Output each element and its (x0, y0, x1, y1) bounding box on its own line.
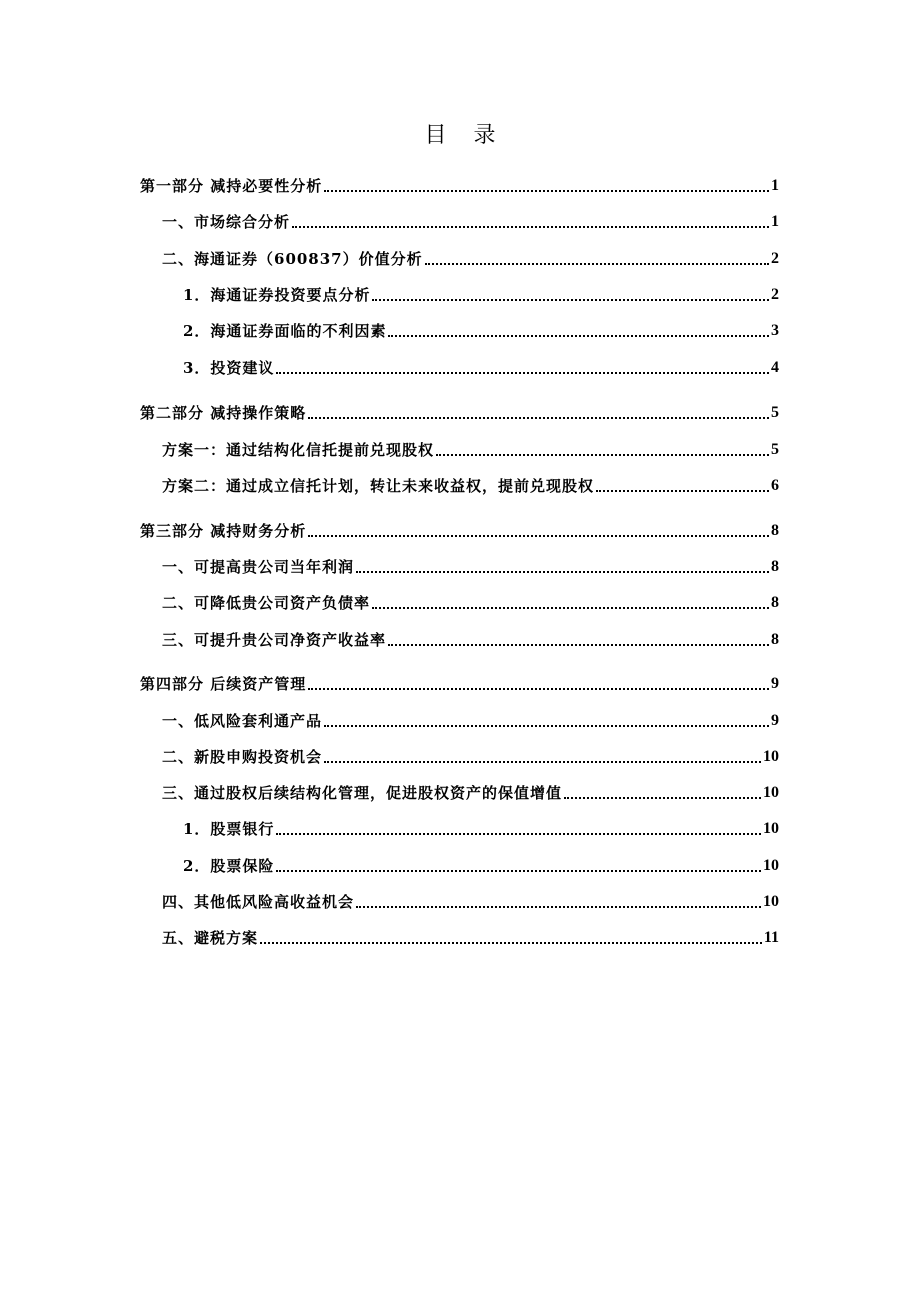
toc-entry[interactable] (162, 782, 779, 804)
dot-leader (372, 607, 769, 609)
dot-leader (356, 906, 761, 908)
toc-page-number: 10 (763, 748, 779, 765)
toc-entry-part-2[interactable] (140, 402, 779, 424)
dot-leader (356, 571, 769, 573)
toc-entry-label: 五、避税方案 (162, 929, 259, 947)
dot-leader (260, 942, 762, 944)
toc-entry[interactable] (183, 357, 779, 379)
toc-entry-label: 第四部分 后续资产管理 (140, 675, 307, 693)
toc-entry[interactable] (162, 556, 779, 578)
toc-page-number: 10 (763, 784, 779, 801)
toc-page-number: 8 (771, 522, 779, 539)
toc-page-number: 3 (771, 322, 779, 339)
toc-page-number: 2 (771, 250, 779, 267)
toc-entry-label: 方案二：通过成立信托计划，转让未来收益权，提前兑现股权 (162, 477, 595, 495)
toc-entry[interactable] (162, 248, 779, 270)
toc-entry-label: 二、新股申购投资机会 (162, 748, 323, 766)
dot-leader (425, 263, 769, 265)
toc-page-number: 10 (763, 857, 779, 874)
toc-entry-part-1[interactable] (140, 175, 779, 197)
toc-entry-label: 一、低风险套利通产品 (162, 712, 323, 730)
page-title: 目 录 (424, 123, 506, 148)
toc-page-number: 6 (771, 477, 779, 494)
toc-entry[interactable] (162, 439, 779, 461)
toc-entry-label: 二、可降低贵公司资产负债率 (162, 594, 371, 612)
toc-entry-label: 1．海通证券投资要点分析 (183, 286, 371, 304)
dot-leader (324, 761, 761, 763)
toc-page-number: 1 (771, 177, 779, 194)
dot-leader (388, 335, 769, 337)
dot-leader (372, 299, 769, 301)
toc-entry-label: 1．股票银行 (183, 820, 275, 838)
dot-leader (388, 644, 769, 646)
toc-entry[interactable] (162, 927, 779, 949)
toc-entry-label: 三、可提升贵公司净资产收益率 (162, 631, 387, 649)
dot-leader (596, 490, 769, 492)
toc-entry-label: 一、市场综合分析 (162, 213, 291, 231)
toc-page-number: 1 (771, 213, 779, 230)
toc-entry-label: 方案一：通过结构化信托提前兑现股权 (162, 441, 435, 459)
toc-page-number: 9 (771, 675, 779, 692)
toc-page-number: 11 (763, 929, 779, 946)
toc-entry-label: 第三部分 减持财务分析 (140, 522, 307, 540)
dot-leader (292, 226, 769, 228)
toc-page-number: 9 (771, 712, 779, 729)
toc-entry[interactable] (162, 475, 779, 497)
toc-entry-label: 2．股票保险 (183, 857, 275, 875)
dot-leader (308, 688, 769, 690)
toc-entry-label: 一、可提高贵公司当年利润 (162, 558, 355, 576)
toc-entry-label: 三、通过股权后续结构化管理，促进股权资产的保值增值 (162, 784, 563, 802)
toc-entry-part-4[interactable] (140, 673, 779, 695)
toc-entry[interactable] (183, 320, 779, 342)
toc-entry[interactable] (183, 855, 779, 877)
toc-entry[interactable] (162, 746, 779, 768)
toc-page-number: 5 (771, 441, 779, 458)
dot-leader (324, 725, 769, 727)
toc-entry[interactable] (162, 710, 779, 732)
toc-entry-label: 二、海通证券（600837）价值分析 (162, 250, 423, 268)
toc-entry-label: 四、其他低风险高收益机会 (162, 893, 355, 911)
toc-entry[interactable] (162, 592, 779, 614)
toc-page-number: 10 (763, 820, 779, 837)
dot-leader (324, 190, 769, 192)
dot-leader (276, 833, 761, 835)
dot-leader (276, 372, 769, 374)
toc-page-number: 10 (763, 893, 779, 910)
toc-page-number: 8 (771, 558, 779, 575)
toc-entry[interactable] (162, 891, 779, 913)
toc-entry-label: 2．海通证券面临的不利因素 (183, 322, 387, 340)
dot-leader (564, 797, 761, 799)
toc-entry-part-3[interactable] (140, 520, 779, 542)
toc-page-number: 8 (771, 594, 779, 611)
toc-entry[interactable] (183, 284, 779, 306)
dot-leader (308, 417, 769, 419)
dot-leader (308, 535, 769, 537)
toc-entry-label: 第二部分 减持操作策略 (140, 404, 307, 422)
toc-entry[interactable] (183, 818, 779, 840)
dot-leader (276, 870, 761, 872)
toc-entry-label: 第一部分 减持必要性分析 (140, 177, 323, 195)
dot-leader (436, 454, 769, 456)
toc-page-number: 8 (771, 631, 779, 648)
toc-page-number: 2 (771, 286, 779, 303)
toc-entry-label: 3．投资建议 (183, 359, 275, 377)
toc-page-number: 5 (771, 404, 779, 421)
toc-page-number: 4 (771, 359, 779, 376)
toc-entry[interactable] (162, 629, 779, 651)
toc-entry[interactable] (162, 211, 779, 233)
